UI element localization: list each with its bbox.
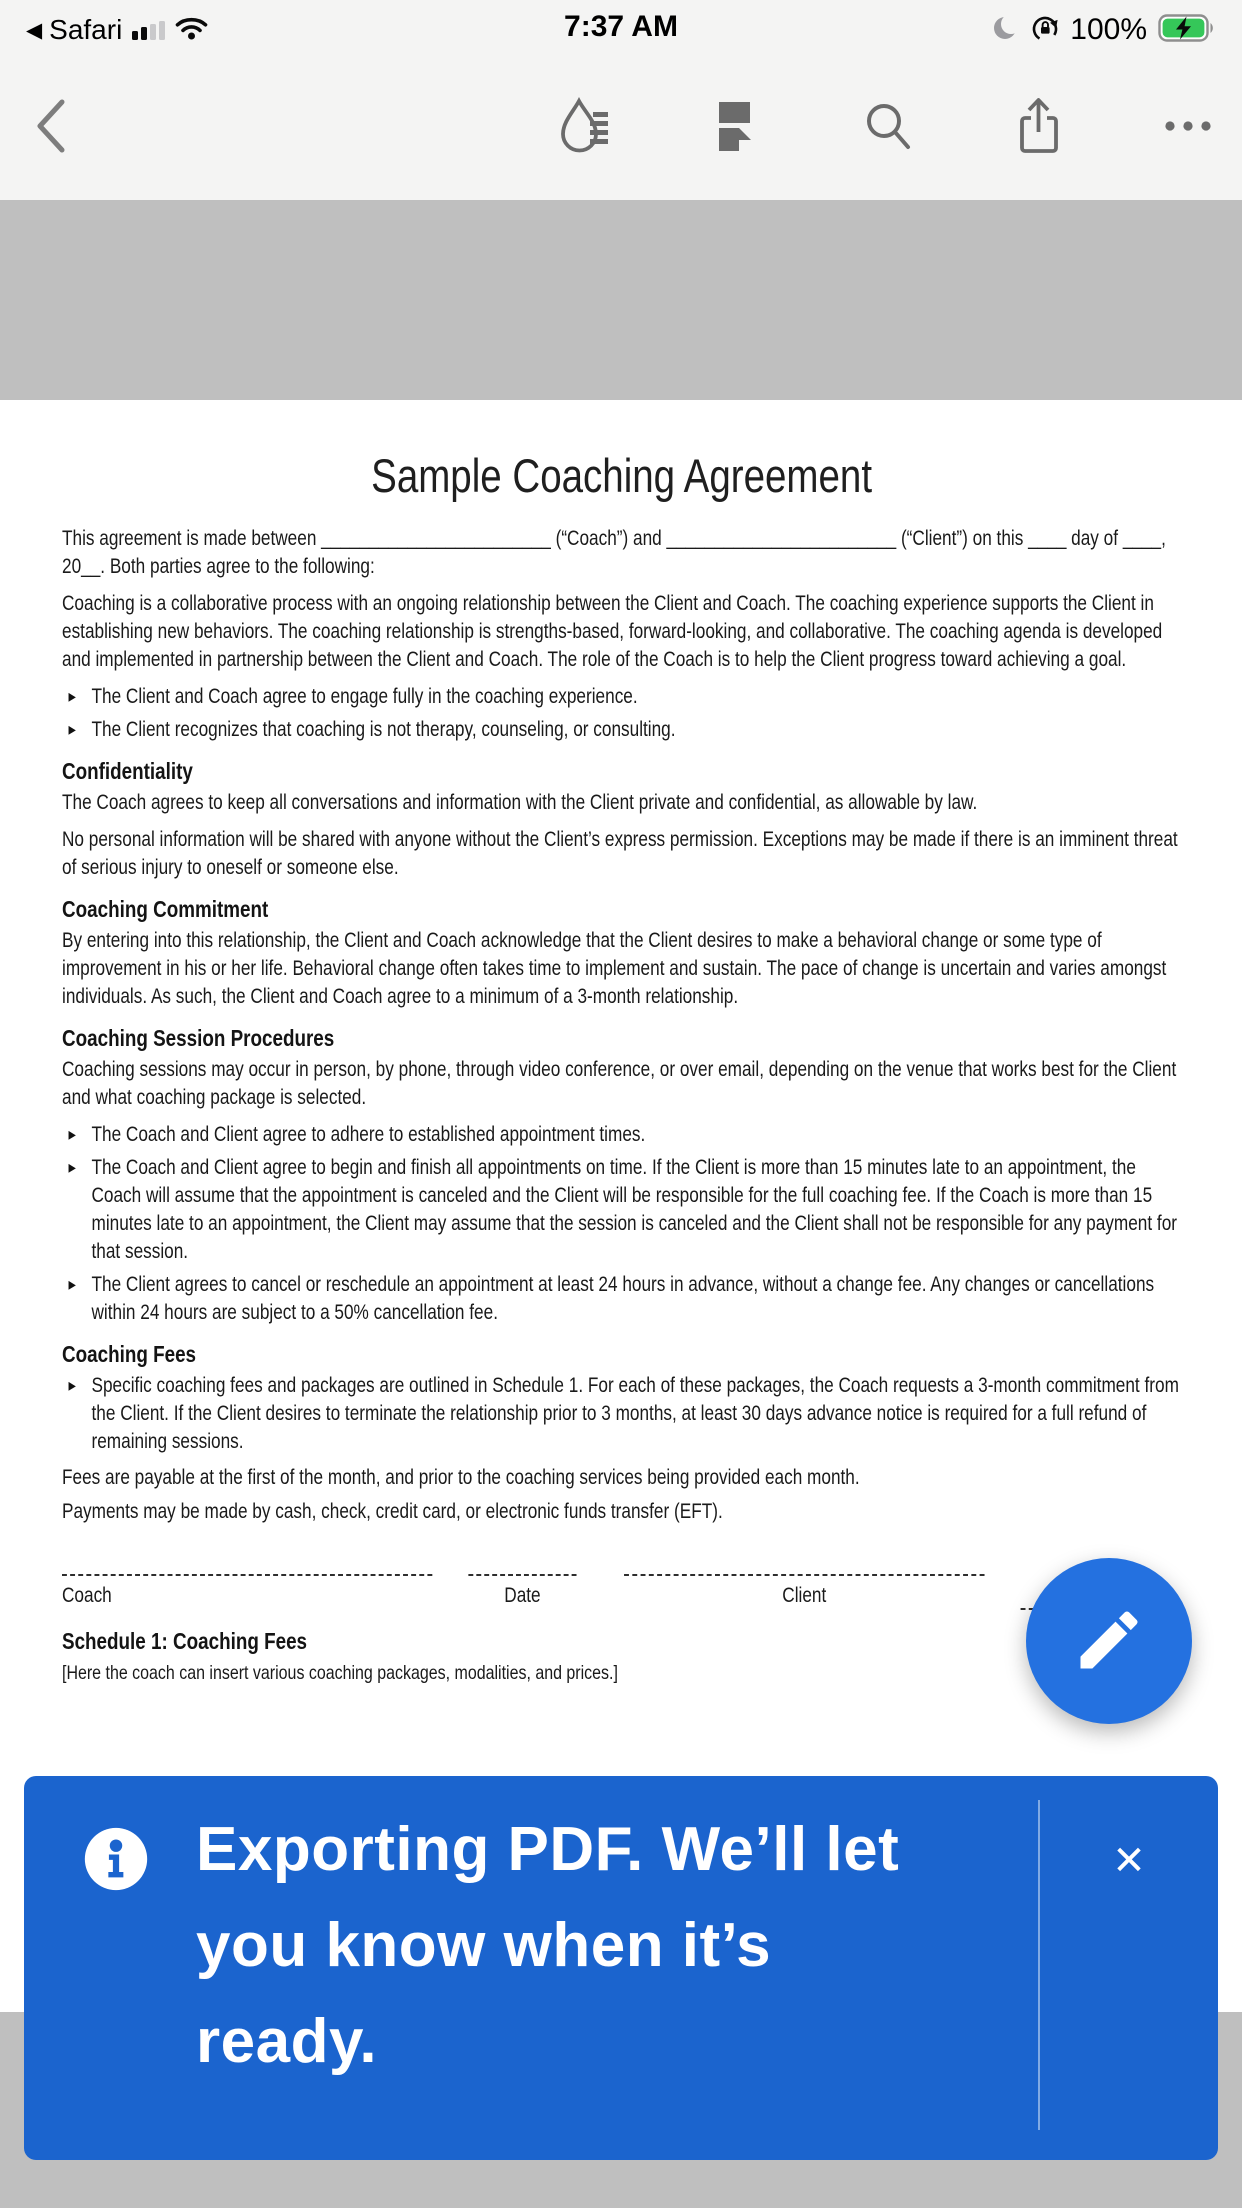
intro-bullet-list <box>62 683 1181 744</box>
bullet-item: ▸ Specific coaching fees and packages are outlined in Schedule 1. For each of these packages, the Coach requests a 3-month commitment from the Client. If the Client desires to terminate the relationship prior to 3 months, at least 30 days advance notice is required for a full refund of remaining sessions. <box>62 1372 1181 1456</box>
signature-line <box>62 1552 432 1576</box>
do-not-disturb-moon-icon <box>993 14 1020 46</box>
liquid-mode-icon <box>554 96 614 156</box>
back-to-app-label: Safari <box>49 14 123 45</box>
view-settings-button[interactable] <box>708 97 764 155</box>
share-button[interactable] <box>1010 95 1068 157</box>
bullet-item: ▸ The Client agrees to cancel or reschedule an appointment at least 24 hours in advance, without a change fee. Any changes or cancellations within 24 hours are subject to a 50% cancellation fee. <box>62 1271 1181 1327</box>
share-icon <box>1010 95 1068 157</box>
status-bar <box>0 0 1242 52</box>
back-to-app-icon: ◀ <box>26 18 43 42</box>
search-button[interactable] <box>858 97 916 155</box>
section-heading: Coaching Commitment <box>62 896 269 922</box>
section-paragraph: Payments may be made by cash, check, credit card, or electronic funds transfer (EFT). <box>62 1500 723 1523</box>
toast-close-button[interactable] <box>1101 1833 1157 1889</box>
intro-paragraph: This agreement is made between ________________________ (“Coach”) and ________________________ (“Client”) on this ____ day of ____, 20__. Both parties agree to the following: <box>62 527 1166 578</box>
document-title: Sample Coaching Agreement <box>371 449 873 502</box>
top-chrome <box>0 0 1242 200</box>
signature-label: Client <box>782 1584 827 1607</box>
bullet-item: ▸ The Coach and Client agree to adhere to established appointment times. <box>62 1121 1181 1149</box>
battery-percent: 100% <box>1070 13 1147 46</box>
ellipsis-icon <box>1162 119 1214 133</box>
schedule-heading: Schedule 1: Coaching Fees <box>62 1628 308 1654</box>
pdf-page[interactable] <box>0 400 1242 2012</box>
intro-paragraph: Coaching is a collaborative process with an ongoing relationship between the Client and Coach. The coaching experience supports the Client in establishing new behaviors. The coaching relationship is strengths-based, forward-looking, and collaborative. The coaching agenda is developed and implemented in partnership between the Client and Coach. The role of the Coach is to help the Client progress toward achieving a goal. <box>62 592 1163 671</box>
export-toast <box>24 1776 1218 2160</box>
section-heading: Coaching Session Procedures <box>62 1025 335 1051</box>
section-bullet-list <box>62 1121 1181 1327</box>
toolbar <box>0 52 1242 200</box>
document-content <box>62 400 1181 1696</box>
status-time: 7:37 AM <box>564 10 678 43</box>
toast-divider <box>1038 1800 1040 2130</box>
section-heading: Confidentiality <box>62 758 193 784</box>
schedule-note: [Here the coach can insert various coaching packages, modalities, and prices.] <box>62 1662 618 1684</box>
signature-row <box>62 1552 1181 1610</box>
back-button[interactable] <box>32 96 70 156</box>
section-bullet-list <box>62 1372 1181 1456</box>
signature-line <box>468 1552 576 1576</box>
orientation-lock-icon <box>1031 14 1059 47</box>
battery-charging-icon <box>1158 14 1216 47</box>
section-paragraph: Coaching sessions may occur in person, by phone, through video conference, or over email, depending on the venue that works best for the Client and what coaching package is selected. <box>62 1058 1177 1109</box>
signature-label: Coach <box>62 1584 112 1607</box>
toast-message-line: ready. <box>196 2007 378 2076</box>
section-paragraph: No personal information will be shared with anyone without the Client’s express permission. Exceptions may be made if there is an imminent threat of serious injury to oneself or someone else. <box>62 828 1178 879</box>
bullet-item: ▸ The Coach and Client agree to begin and finish all appointments on time. If the Client is more than 15 minutes late to an appointment, the Coach will assume that the appointment is canceled and the Client will be responsible for the full coaching fee. If the Coach is more than 15 minutes late to an appointment, the Client may assume that the session is canceled and the Client shall not be responsible for any payment for that session. <box>62 1154 1181 1266</box>
more-options-button[interactable] <box>1162 119 1214 133</box>
cellular-signal-icon <box>132 20 165 40</box>
view-settings-icon <box>708 97 764 155</box>
search-icon <box>858 97 916 155</box>
wifi-icon <box>175 16 208 45</box>
signature-label: Date <box>504 1584 541 1607</box>
info-icon <box>82 1825 150 1893</box>
chevron-left-icon <box>32 96 70 156</box>
section-heading: Coaching Fees <box>62 1341 197 1367</box>
toast-message-line: Exporting PDF. We’ll let <box>196 1815 900 1884</box>
close-icon: ✕ <box>1112 1839 1146 1883</box>
bullet-item: ▸ The Client recognizes that coaching is not therapy, counseling, or consulting. <box>62 716 1181 744</box>
liquid-mode-button[interactable] <box>554 96 614 156</box>
bullet-item: ▸ The Client and Coach agree to engage fully in the coaching experience. <box>62 683 1181 711</box>
section-paragraph: By entering into this relationship, the Client and Coach acknowledge that the Client desires to make a behavioral change or some type of improvement in his or her life. Behavioral change often takes time to implement and sustain. The pace of change is uncertain and varies amongst individuals. As such, the Client and Coach agree to a minimum of a 3-month relationship. <box>62 929 1167 1008</box>
section-paragraph: The Coach agrees to keep all conversations and information with the Client private and confidential, as allowable by law. <box>62 791 978 814</box>
section-paragraph: Fees are payable at the first of the month, and prior to the coaching services being provided each month. <box>62 1466 860 1489</box>
pencil-icon <box>1071 1602 1147 1681</box>
signature-line <box>624 1552 984 1576</box>
toast-message-line: you know when it’s <box>196 1911 772 1980</box>
edit-fab-button[interactable] <box>1026 1558 1192 1724</box>
toast-message <box>196 1802 1056 2090</box>
status-back-to-app[interactable] <box>26 14 122 46</box>
